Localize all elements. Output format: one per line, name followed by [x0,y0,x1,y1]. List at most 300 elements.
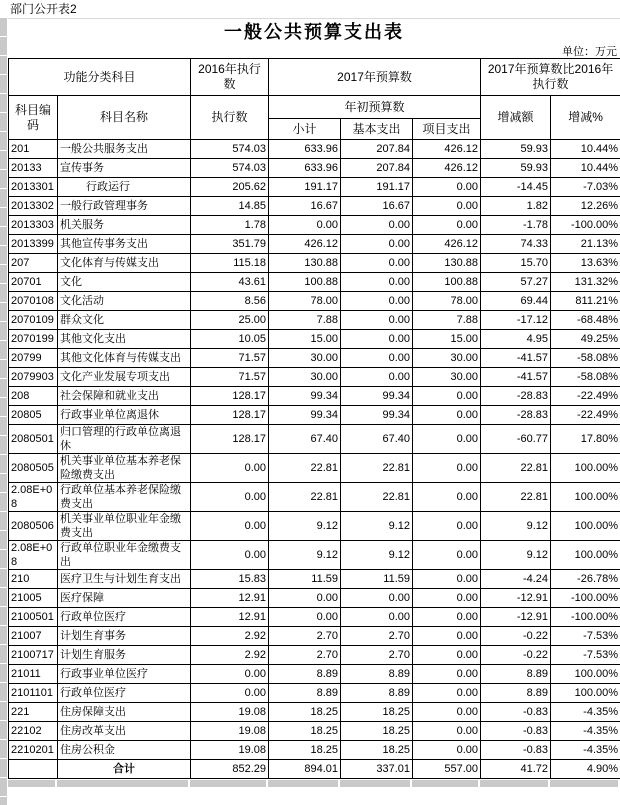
cell-subtotal: 9.12 [269,512,341,541]
table-row [9,646,620,665]
cell-subtotal: 78.00 [269,292,341,311]
table-row [9,178,620,197]
cell-project-expenditure: 30.00 [413,368,481,387]
cell-subtotal: 22.81 [269,483,341,512]
cell-change-percent: -22.49% [551,387,620,406]
cell-subject-name: 机关事业单位职业年金缴费支出 [58,512,191,541]
cell-change-percent: 100.00% [551,665,620,684]
cell-project-expenditure: 0.00 [413,512,481,541]
cell-subject-code: 2.08E+08 [9,541,58,570]
cell-subject-code: 20799 [9,349,58,368]
cell-change-amount: -60.77 [481,425,551,454]
cell-2016-execution: 12.91 [191,608,269,627]
cell-basic-expenditure: 0.00 [341,311,413,330]
cell-subtotal: 18.25 [269,741,341,760]
cell-basic-expenditure: 0.00 [341,292,413,311]
cell-subject-name: 文化 [58,273,191,292]
cell-subject-code: 207 [9,254,58,273]
sheet-label: 部门公开表2 [8,0,620,19]
cell-subtotal: 426.12 [269,235,341,254]
cell-basic-expenditure: 8.89 [341,684,413,703]
cell-subject-name: 计划生育事务 [58,627,191,646]
cell-subject-code: 20805 [9,406,58,425]
cell-subject-name: 行政运行 [58,178,191,197]
cell-subject-code: 2.08E+08 [9,483,58,512]
table-row [9,608,620,627]
cell-2016-execution: 19.08 [191,741,269,760]
cell-subject-name: 计划生育服务 [58,646,191,665]
cell-change-percent: 17.80% [551,425,620,454]
cell-project-expenditure: 130.88 [413,254,481,273]
cell-change-amount: -1.78 [481,216,551,235]
cell-subject-name: 机关服务 [58,216,191,235]
cell-2016-execution: 0.00 [191,483,269,512]
cell-subtotal: 0.00 [269,608,341,627]
cell-change-percent: 10.44% [551,159,620,178]
cell-subject-code: 2100717 [9,646,58,665]
cell-subtotal: 30.00 [269,349,341,368]
cell-change-amount: -14.45 [481,178,551,197]
cell-subject-code: 21007 [9,627,58,646]
cell-2016-execution: 12.91 [191,589,269,608]
cell-subject-code: 2079903 [9,368,58,387]
cell-change-amount: 22.81 [481,454,551,483]
cell-change-amount: -4.24 [481,570,551,589]
header-2016-execution: 2016年执行数 [191,59,269,96]
cell-subtotal: 18.25 [269,722,341,741]
cell-subject-code: 21005 [9,589,58,608]
cell-change-amount: 57.27 [481,273,551,292]
cell-basic-expenditure: 18.25 [341,722,413,741]
cell-subject-name: 医疗卫生与计划生育支出 [58,570,191,589]
cell-subject-name: 住房保障支出 [58,703,191,722]
table-row [9,311,620,330]
cell-subject-name: 一般行政管理事务 [58,197,191,216]
cell-project-expenditure: 0.00 [413,454,481,483]
cell-change-percent: -7.53% [551,646,620,665]
cell-change-percent: -4.35% [551,703,620,722]
table-row [9,570,620,589]
header-execution-number: 执行数 [191,96,269,140]
table-row [9,387,620,406]
cell-basic-expenditure: 22.81 [341,454,413,483]
header-basic-expenditure: 基本支出 [341,119,413,140]
header-subtotal: 小计 [269,119,341,140]
cell-change-amount: -28.83 [481,406,551,425]
cell-basic-expenditure: 0.00 [341,368,413,387]
cell-2016-execution: 15.83 [191,570,269,589]
cell-project-expenditure: 0.00 [413,627,481,646]
cell-basic-expenditure: 0.00 [341,589,413,608]
table-row [9,406,620,425]
cell-change-percent: -58.08% [551,368,620,387]
cell-project-expenditure: 100.88 [413,273,481,292]
table-row [9,216,620,235]
cell-basic-expenditure: 0.00 [341,349,413,368]
cell-subject-code: 2013301 [9,178,58,197]
cell-project-expenditure: 0.00 [413,589,481,608]
cell-basic-expenditure: 0.00 [341,216,413,235]
cell-subject-name: 行政单位医疗 [58,684,191,703]
table-row [9,512,620,541]
header-2017-budget: 2017年预算数 [269,59,481,96]
header-functional-classification: 功能分类科目 [9,59,191,96]
grid-cell-shadow [268,780,338,787]
cell-change-amount: 15.70 [481,254,551,273]
cell-subject-name: 机关事业单位基本养老保险缴费支出 [58,454,191,483]
cell-subtotal: 15.00 [269,330,341,349]
cell-subject-name: 宣传事务 [58,159,191,178]
cell-change-amount: 69.44 [481,292,551,311]
cell-2016-execution: 25.00 [191,311,269,330]
cell-subject-name: 一般公共服务支出 [58,140,191,159]
header-comparison: 2017年预算数比2016年执行数 [481,59,620,96]
table-header [9,59,620,140]
cell-project-expenditure: 15.00 [413,330,481,349]
cell-subject-code: 2013302 [9,197,58,216]
cell-change-percent: 100.00% [551,684,620,703]
cell-2016-execution: 128.17 [191,406,269,425]
cell-project-expenditure: 78.00 [413,292,481,311]
cell-change-amount: -0.83 [481,741,551,760]
cell-change-percent: -4.35% [551,722,620,741]
cell-2016-execution: 115.18 [191,254,269,273]
sheet-left-margin [0,18,7,805]
cell-basic-expenditure: 18.25 [341,741,413,760]
grid-cell-shadow [190,780,266,787]
cell-change-amount: -17.12 [481,311,551,330]
cell-subject-code: 201 [9,140,58,159]
table-row [9,349,620,368]
cell-2016-execution: 1.78 [191,216,269,235]
cell-change-amount: -0.83 [481,703,551,722]
cell-subject-name: 住房改革支出 [58,722,191,741]
cell-subject-name: 其他文化体育与传媒支出 [58,349,191,368]
cell-2016-execution: 14.85 [191,197,269,216]
table-row [9,541,620,570]
cell-change-amount: 1.82 [481,197,551,216]
table-row [9,254,620,273]
cell-project-expenditure: 0.00 [413,684,481,703]
cell-basic-expenditure: 8.89 [341,665,413,684]
table-row [9,741,620,760]
cell-subject-code: 2013399 [9,235,58,254]
cell-subject-code: 2101101 [9,684,58,703]
cell-2016-execution: 574.03 [191,140,269,159]
cell-subject-code: 221 [9,703,58,722]
cell-basic-expenditure: 207.84 [341,159,413,178]
cell-subject-code: 208 [9,387,58,406]
cell-2016-execution: 71.57 [191,368,269,387]
cell-project-expenditure: 0.00 [413,722,481,741]
cell-change-amount: -0.83 [481,722,551,741]
cell-project-expenditure: 0.00 [413,483,481,512]
cell-subject-name: 其他宣传事务支出 [58,235,191,254]
cell-2016-execution: 19.08 [191,703,269,722]
table-row [9,159,620,178]
cell-project-expenditure: 0.00 [413,703,481,722]
cell-2016-execution: 0.00 [191,684,269,703]
cell-project-expenditure: 0.00 [413,570,481,589]
cell-change-amount: -12.91 [481,608,551,627]
cell-subject-code: 2070108 [9,292,58,311]
table-row [9,627,620,646]
cell-2016-execution: 2.92 [191,646,269,665]
cell-2016-execution: 0.00 [191,665,269,684]
cell-2016-execution: 574.03 [191,159,269,178]
header-initial-budget: 年初预算数 [269,96,481,119]
cell-change-amount: -41.57 [481,349,551,368]
cell-change-amount: 59.93 [481,159,551,178]
cell-subject-name: 住房公积金 [58,741,191,760]
table-row [9,330,620,349]
table-row [9,454,620,483]
cell-basic-expenditure: 0.00 [341,235,413,254]
cell-change-amount: -0.22 [481,646,551,665]
cell-subtotal: 633.96 [269,140,341,159]
cell-change-percent: 811.21% [551,292,620,311]
cell-change-percent: -4.35% [551,741,620,760]
cell-subject-code: 2080506 [9,512,58,541]
cell-subject-name: 文化活动 [58,292,191,311]
cell-change-percent: -58.08% [551,349,620,368]
grid-cell-shadow [57,780,188,787]
table-row [9,722,620,741]
cell-subject-name: 文化体育与传媒支出 [58,254,191,273]
cell-basic-expenditure: 16.67 [341,197,413,216]
cell-2016-execution: 10.05 [191,330,269,349]
cell-change-percent: -100.00% [551,589,620,608]
cell-change-percent: 131.32% [551,273,620,292]
cell-subtotal: 0.00 [269,589,341,608]
cell-subject-name: 行政单位医疗 [58,608,191,627]
cell-subject-name: 医疗保障 [58,589,191,608]
cell-change-amount: 8.89 [481,665,551,684]
cell-subtotal: 130.88 [269,254,341,273]
cell-project-expenditure: 426.12 [413,159,481,178]
cell-change-percent: 4.90% [551,760,620,779]
cell-subject-code [9,760,58,779]
cell-subtotal: 100.88 [269,273,341,292]
cell-project-expenditure: 557.00 [413,760,481,779]
cell-project-expenditure: 30.00 [413,349,481,368]
cell-subject-code: 20133 [9,159,58,178]
cell-change-percent: -100.00% [551,608,620,627]
cell-basic-expenditure: 2.70 [341,646,413,665]
cell-subtotal: 633.96 [269,159,341,178]
cell-subject-name: 归口管理的行政单位离退休 [58,425,191,454]
cell-project-expenditure: 0.00 [413,197,481,216]
cell-basic-expenditure: 11.59 [341,570,413,589]
cell-change-amount: -0.22 [481,627,551,646]
cell-change-amount: 4.95 [481,330,551,349]
cell-2016-execution: 128.17 [191,387,269,406]
cell-change-amount: -28.83 [481,387,551,406]
cell-change-amount: 9.12 [481,512,551,541]
cell-basic-expenditure: 67.40 [341,425,413,454]
cell-basic-expenditure: 0.00 [341,254,413,273]
cell-change-percent: 10.44% [551,140,620,159]
cell-change-percent: -7.53% [551,627,620,646]
cell-project-expenditure: 0.00 [413,665,481,684]
cell-subtotal: 191.17 [269,178,341,197]
table-row [9,425,620,454]
header-change-percent: 增减% [551,96,620,140]
table-row [9,273,620,292]
cell-2016-execution: 852.29 [191,760,269,779]
cell-basic-expenditure: 0.00 [341,330,413,349]
cell-subject-code: 22102 [9,722,58,741]
cell-project-expenditure: 7.88 [413,311,481,330]
grid-cell-shadow [8,780,55,787]
table-body [9,140,620,779]
cell-2016-execution: 351.79 [191,235,269,254]
cell-subtotal: 9.12 [269,541,341,570]
cell-subtotal: 67.40 [269,425,341,454]
table-row [9,292,620,311]
cell-2016-execution: 205.62 [191,178,269,197]
header-project-expenditure: 项目支出 [413,119,481,140]
table-row [9,483,620,512]
cell-change-percent: 100.00% [551,541,620,570]
cell-subject-name: 行政单位基本养老保险缴费支出 [58,483,191,512]
table-row [9,235,620,254]
cell-subtotal: 18.25 [269,703,341,722]
table-row [9,684,620,703]
cell-2016-execution: 0.00 [191,541,269,570]
cell-subject-name: 行政事业单位离退休 [58,406,191,425]
cell-change-percent: 100.00% [551,483,620,512]
cell-subject-name: 社会保障和就业支出 [58,387,191,406]
cell-basic-expenditure: 0.00 [341,608,413,627]
cell-change-percent: 49.25% [551,330,620,349]
cell-2016-execution: 71.57 [191,349,269,368]
cell-subject-code: 2080505 [9,454,58,483]
grid-cell-shadow [550,780,618,787]
cell-subject-code: 2080501 [9,425,58,454]
cell-subtotal: 7.88 [269,311,341,330]
grid-cell-shadow [340,780,410,787]
cell-change-amount: 22.81 [481,483,551,512]
header-change-amount: 增减额 [481,96,551,140]
cell-change-percent: -22.49% [551,406,620,425]
sheet-bottom-margin [8,780,620,787]
table-row [9,665,620,684]
cell-2016-execution: 2.92 [191,627,269,646]
cell-subject-code: 2070109 [9,311,58,330]
table-row [9,589,620,608]
cell-basic-expenditure: 99.34 [341,387,413,406]
cell-subject-name: 行政事业单位医疗 [58,665,191,684]
cell-subject-code: 2070199 [9,330,58,349]
cell-project-expenditure: 0.00 [413,406,481,425]
cell-basic-expenditure: 0.00 [341,273,413,292]
table-row [9,368,620,387]
cell-subject-code: 21011 [9,665,58,684]
cell-basic-expenditure: 207.84 [341,140,413,159]
cell-change-amount: -41.57 [481,368,551,387]
cell-project-expenditure: 0.00 [413,646,481,665]
cell-change-percent: 13.63% [551,254,620,273]
page-title: 一般公共预算支出表 [224,22,404,42]
cell-subtotal: 2.70 [269,627,341,646]
table-row-total [9,760,620,779]
cell-subject-name: 其他文化支出 [58,330,191,349]
header-subject-code: 科目编码 [9,96,58,140]
cell-2016-execution: 128.17 [191,425,269,454]
cell-change-percent: -68.48% [551,311,620,330]
cell-change-amount: 8.89 [481,684,551,703]
cell-basic-expenditure: 191.17 [341,178,413,197]
cell-subtotal: 30.00 [269,368,341,387]
cell-change-percent: 21.13% [551,235,620,254]
cell-basic-expenditure: 337.01 [341,760,413,779]
cell-change-percent: -7.03% [551,178,620,197]
cell-subject-code: 210 [9,570,58,589]
cell-basic-expenditure: 18.25 [341,703,413,722]
cell-subtotal: 11.59 [269,570,341,589]
cell-subtotal: 8.89 [269,665,341,684]
cell-subject-code: 2100501 [9,608,58,627]
grid-cell-shadow [412,780,478,787]
cell-subtotal: 99.34 [269,406,341,425]
cell-project-expenditure: 426.12 [413,235,481,254]
page-content [8,0,620,787]
cell-subtotal: 16.67 [269,197,341,216]
cell-subject-code: 20701 [9,273,58,292]
table-row [9,703,620,722]
cell-change-percent: 100.00% [551,454,620,483]
cell-project-expenditure: 0.00 [413,178,481,197]
cell-basic-expenditure: 9.12 [341,512,413,541]
header-subject-name: 科目名称 [58,96,191,140]
cell-project-expenditure: 0.00 [413,541,481,570]
cell-change-amount: 59.93 [481,140,551,159]
unit-label: 单位：万元 [562,46,617,58]
cell-subtotal: 99.34 [269,387,341,406]
cell-project-expenditure: 426.12 [413,140,481,159]
cell-project-expenditure: 0.00 [413,216,481,235]
cell-subject-code: 2013303 [9,216,58,235]
cell-basic-expenditure: 9.12 [341,541,413,570]
cell-subtotal: 22.81 [269,454,341,483]
cell-subtotal: 894.01 [269,760,341,779]
cell-2016-execution: 0.00 [191,512,269,541]
cell-project-expenditure: 0.00 [413,425,481,454]
cell-change-percent: -26.78% [551,570,620,589]
cell-project-expenditure: 0.00 [413,608,481,627]
cell-2016-execution: 43.61 [191,273,269,292]
cell-basic-expenditure: 22.81 [341,483,413,512]
cell-project-expenditure: 0.00 [413,741,481,760]
grid-cell-shadow [480,780,548,787]
cell-basic-expenditure: 2.70 [341,627,413,646]
cell-change-amount: 9.12 [481,541,551,570]
cell-subject-name: 行政单位职业年金缴费支出 [58,541,191,570]
cell-subtotal: 0.00 [269,216,341,235]
cell-change-percent: 12.26% [551,197,620,216]
table-row [9,197,620,216]
cell-subtotal: 8.89 [269,684,341,703]
cell-subtotal: 2.70 [269,646,341,665]
cell-subject-code: 2210201 [9,741,58,760]
budget-table [8,58,620,779]
cell-2016-execution: 19.08 [191,722,269,741]
cell-change-percent: 100.00% [551,512,620,541]
cell-change-percent: -100.00% [551,216,620,235]
cell-basic-expenditure: 99.34 [341,406,413,425]
cell-subject-name: 群众文化 [58,311,191,330]
